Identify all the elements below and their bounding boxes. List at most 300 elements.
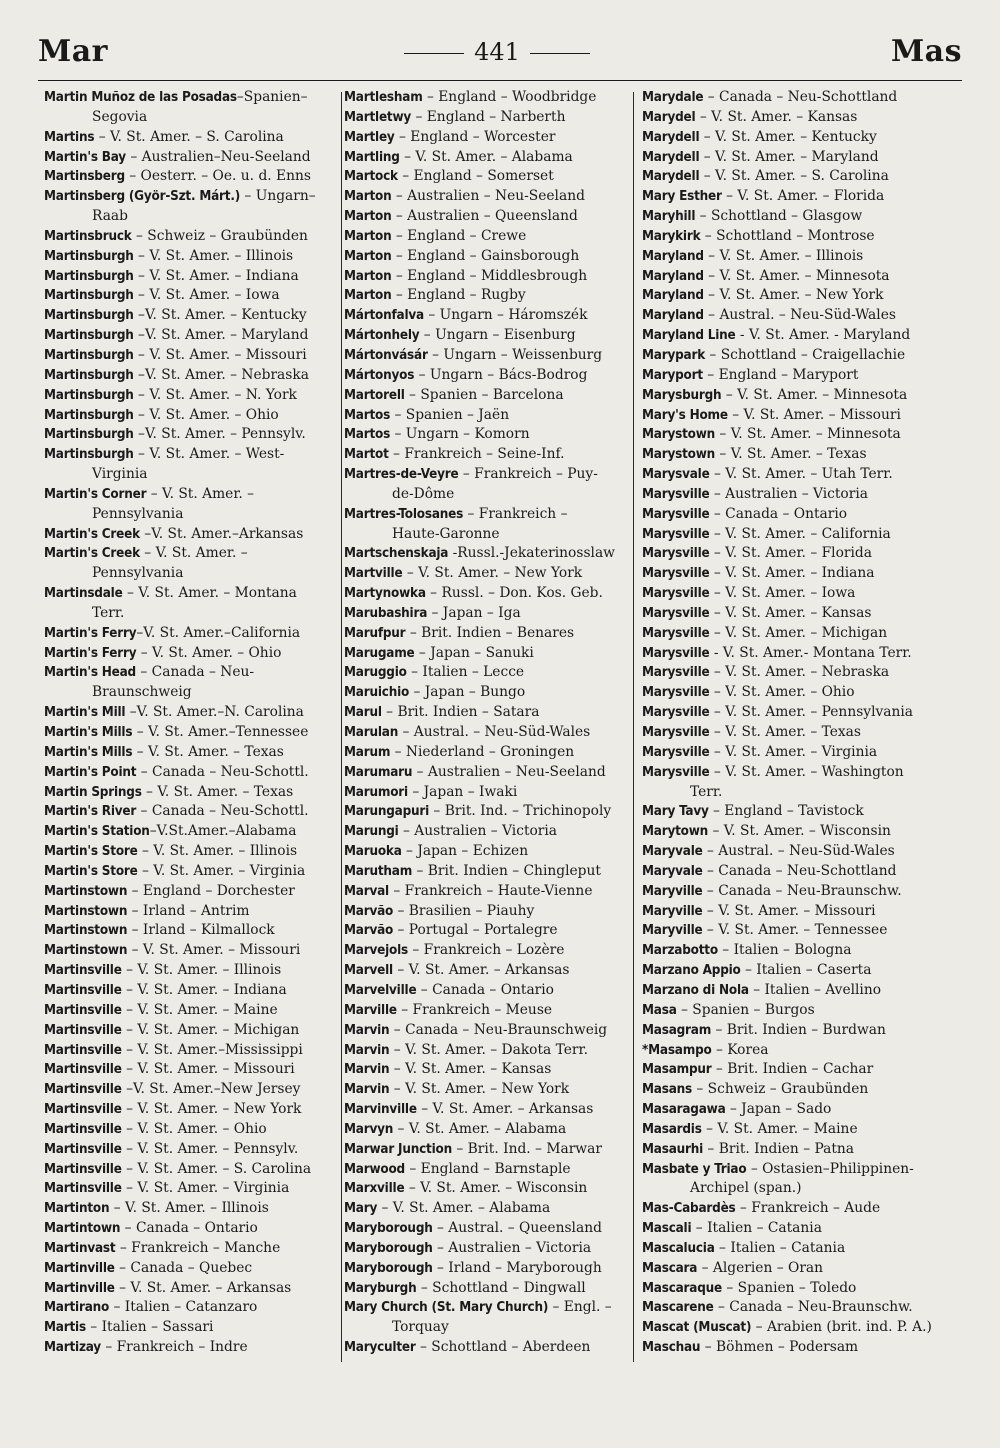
gazetteer-entry bbox=[44, 862, 336, 882]
entry-line bbox=[44, 882, 336, 902]
entry-location: – Portugal – Portalegre bbox=[393, 922, 558, 939]
entry-line bbox=[44, 1219, 336, 1239]
gazetteer-entry bbox=[44, 128, 336, 148]
entry-line bbox=[642, 584, 934, 604]
entry-line bbox=[642, 505, 934, 525]
entry-headword: Maryland bbox=[642, 268, 704, 284]
entry-location: – V. St. Amer. – Ohio bbox=[136, 644, 282, 661]
entry-headword: Marvin bbox=[344, 1042, 390, 1058]
gazetteer-entry bbox=[642, 1279, 934, 1299]
entry-location: – V. St. Amer. – Pennsylvania bbox=[709, 704, 914, 721]
entry-line bbox=[642, 525, 934, 545]
entry-headword: Marydell bbox=[642, 129, 700, 145]
entry-headword: Marysville bbox=[642, 526, 710, 542]
gazetteer-entry bbox=[642, 1041, 934, 1061]
entry-headword: Marydale bbox=[642, 90, 704, 105]
entry-headword: Martley bbox=[344, 129, 395, 145]
entry-line bbox=[344, 306, 636, 326]
entry-headword: Martin Muñoz de las Posadas bbox=[44, 90, 237, 105]
entry-location: – Italien – Catania bbox=[691, 1220, 822, 1237]
entry-line bbox=[44, 445, 336, 465]
gazetteer-entry bbox=[344, 406, 636, 426]
gazetteer-entry bbox=[44, 802, 336, 822]
entry-location: – Australien – Neu-Seeland bbox=[391, 188, 585, 205]
entry-line bbox=[344, 1001, 636, 1021]
entry-location: – Australien – Queensland bbox=[391, 208, 578, 225]
column-1 bbox=[44, 88, 336, 1358]
entry-headword: Martin's River bbox=[44, 804, 137, 820]
entry-headword: Martinsville bbox=[44, 1141, 122, 1157]
entry-location: – V. St. Amer. – Kansas bbox=[709, 604, 872, 621]
entry-location: – V. St. Amer. – Nebraska bbox=[709, 664, 890, 681]
entry-headword: Marysville bbox=[642, 506, 710, 522]
entry-location: – Frankreich – bbox=[463, 505, 568, 522]
entry-headword: Martintown bbox=[44, 1221, 121, 1237]
entry-location: – Frankreich – Puy- bbox=[458, 466, 598, 483]
entry-headword: Martinsville bbox=[44, 1102, 122, 1118]
entry-line bbox=[344, 604, 636, 624]
entry-headword: Maryville bbox=[642, 923, 703, 939]
entry-location: – England – Gainsborough bbox=[391, 247, 580, 264]
gazetteer-entry bbox=[642, 148, 934, 168]
entry-line bbox=[642, 207, 934, 227]
entry-headword: Marysville bbox=[642, 566, 710, 582]
entry-line bbox=[44, 247, 336, 267]
gazetteer-entry bbox=[44, 544, 336, 584]
entry-headword: Maryhill bbox=[642, 209, 696, 225]
entry-location: – Schweiz – Graubünden bbox=[131, 227, 308, 244]
gazetteer-entry bbox=[44, 485, 336, 525]
entry-line bbox=[44, 763, 336, 783]
entry-headword: Martinsburgh bbox=[44, 427, 134, 443]
entry-headword: Marungapuri bbox=[344, 804, 430, 820]
entry-line bbox=[642, 267, 934, 287]
entry-line bbox=[44, 703, 336, 723]
entry-location: – Schottland – Craigellachie bbox=[705, 346, 906, 363]
entry-headword: Masagram bbox=[642, 1022, 712, 1038]
gazetteer-entry bbox=[344, 604, 636, 624]
entry-line bbox=[344, 1199, 636, 1219]
entry-headword: Marysville bbox=[642, 546, 710, 562]
entry-location: - V. St. Amer. - Maryland bbox=[735, 327, 911, 344]
entry-line bbox=[44, 961, 336, 981]
gazetteer-entry bbox=[642, 1100, 934, 1120]
entry-line bbox=[344, 247, 636, 267]
entry-location: – V. St. Amer. – Arkansas bbox=[416, 1101, 594, 1118]
entry-line bbox=[44, 1080, 336, 1100]
entry-line bbox=[642, 148, 934, 168]
entry-line bbox=[44, 128, 336, 148]
entry-line bbox=[344, 267, 636, 287]
gazetteer-entry bbox=[44, 286, 336, 306]
gazetteer-entry bbox=[344, 902, 636, 922]
entry-line bbox=[642, 326, 934, 346]
gazetteer-entry bbox=[642, 286, 934, 306]
entry-location: – Frankreich – Seine-Inf. bbox=[388, 446, 565, 463]
entry-line bbox=[344, 386, 636, 406]
gazetteer-entry bbox=[642, 128, 934, 148]
entry-location: – England – Rugby bbox=[391, 287, 526, 304]
gazetteer-entry bbox=[642, 227, 934, 247]
entry-headword: Mary Esther bbox=[642, 189, 722, 205]
gazetteer-entry bbox=[344, 1080, 636, 1100]
entry-headword: Martin's Creek bbox=[44, 526, 140, 542]
entry-headword: Marysville bbox=[642, 605, 710, 621]
entry-line bbox=[344, 187, 636, 207]
entry-headword: Maryborough bbox=[344, 1240, 433, 1256]
entry-headword: Martin's Store bbox=[44, 863, 138, 879]
entry-line bbox=[642, 1001, 934, 1021]
header-rule bbox=[38, 80, 962, 81]
entry-location: – England – Crewe bbox=[391, 227, 527, 244]
gazetteer-entry bbox=[44, 88, 336, 128]
entry-line bbox=[642, 902, 934, 922]
entry-location: – V. St. Amer. – S. Carolina bbox=[121, 1160, 312, 1177]
entry-line bbox=[344, 207, 636, 227]
gazetteer-entry bbox=[44, 584, 336, 624]
entry-location: – V. St. Amer. – Minnesota bbox=[715, 426, 901, 443]
entry-line bbox=[642, 128, 934, 148]
entry-location: – Brit. Indien – Satara bbox=[381, 704, 540, 721]
entry-location: – V. St. Amer. – Minnesota bbox=[703, 267, 890, 284]
gazetteer-entry bbox=[642, 544, 934, 564]
gazetteer-entry bbox=[642, 187, 934, 207]
entry-headword: Marydell bbox=[642, 169, 700, 185]
entry-line bbox=[44, 1318, 336, 1338]
gazetteer-entry bbox=[344, 207, 636, 227]
entry-location: – Canada – Ontario bbox=[416, 981, 554, 998]
entry-line bbox=[344, 148, 636, 168]
entry-headword: Martinstown bbox=[44, 943, 128, 959]
entry-location: – Italien – Catanzaro bbox=[109, 1299, 258, 1316]
entry-location: – Canada – Neu-Schottland bbox=[703, 89, 898, 105]
entry-headword: Maryland Line bbox=[642, 328, 736, 344]
entry-headword: *Masampo bbox=[642, 1042, 712, 1058]
gazetteer-entry bbox=[642, 425, 934, 445]
entry-location: – V. St. Amer. – Virginia bbox=[137, 862, 306, 879]
entry-headword: Marzano di Nola bbox=[642, 982, 749, 998]
gazetteer-entry bbox=[642, 88, 934, 108]
entry-line bbox=[44, 644, 336, 664]
gazetteer-entry bbox=[642, 862, 934, 882]
entry-location: –V. St. Amer.–N. Carolina bbox=[125, 704, 304, 721]
entry-headword: Martinstown bbox=[44, 883, 128, 899]
entry-location: – V. St. Amer. – Missouri bbox=[702, 902, 876, 919]
entry-location: – V. St. Amer. – New York bbox=[402, 565, 583, 582]
gazetteer-entry bbox=[44, 1279, 336, 1299]
entry-line bbox=[344, 1021, 636, 1041]
entry-headword: Martinsberg (Györ-Szt. Márt.) bbox=[44, 189, 241, 205]
entry-line bbox=[344, 723, 636, 743]
gazetteer-entry bbox=[344, 644, 636, 664]
entry-headword: Marton bbox=[344, 288, 392, 304]
gazetteer-entry bbox=[44, 148, 336, 168]
entry-headword: Martin's Store bbox=[44, 844, 138, 860]
entry-line bbox=[642, 862, 934, 882]
gazetteer-entry bbox=[44, 306, 336, 326]
gazetteer-entry bbox=[344, 1140, 636, 1160]
gazetteer-entry bbox=[344, 167, 636, 187]
entry-line bbox=[44, 525, 336, 545]
entry-location: – V. St. Amer. – Michigan bbox=[709, 624, 888, 641]
gazetteer-entry bbox=[344, 227, 636, 247]
entry-line bbox=[344, 763, 636, 783]
entry-line bbox=[642, 564, 934, 584]
entry-location: – Canada – Neu- bbox=[136, 664, 255, 681]
entry-headword: Mártonfalva bbox=[344, 308, 424, 324]
page-number: 441 bbox=[474, 38, 520, 66]
entry-location: – England – Worcester bbox=[394, 128, 556, 145]
entry-location: – V. St. Amer. – Kansas bbox=[695, 108, 858, 125]
entry-line bbox=[642, 346, 934, 366]
gazetteer-entry bbox=[344, 1041, 636, 1061]
entry-headword: Martinsburgh bbox=[44, 447, 134, 463]
entry-headword: Maryborough bbox=[344, 1260, 433, 1276]
entry-headword: Marysville bbox=[642, 586, 710, 602]
entry-location: – Canada – Quebec bbox=[114, 1259, 253, 1276]
entry-line bbox=[642, 961, 934, 981]
entry-headword: Mártonvásár bbox=[344, 347, 428, 363]
entry-line bbox=[642, 822, 934, 842]
entry-headword: Maryvale bbox=[642, 844, 703, 860]
entry-line bbox=[642, 306, 934, 326]
entry-headword: Marvyn bbox=[344, 1121, 394, 1137]
gazetteer-entry bbox=[344, 326, 636, 346]
gazetteer-entry bbox=[344, 128, 636, 148]
gazetteer-entry bbox=[44, 1160, 336, 1180]
entry-location: – Irland – Maryborough bbox=[432, 1259, 602, 1276]
gazetteer-entry bbox=[44, 644, 336, 664]
gazetteer-entry bbox=[344, 663, 636, 683]
gazetteer-entry bbox=[344, 247, 636, 267]
page-header bbox=[32, 30, 962, 80]
entry-location: – V. St. Amer. – California bbox=[709, 525, 891, 542]
entry-line bbox=[44, 187, 336, 207]
entry-location: – V. St. Amer. – Michigan bbox=[121, 1021, 300, 1038]
entry-headword: Maryvale bbox=[642, 863, 703, 879]
entry-location: – Australien – Victoria bbox=[398, 823, 558, 840]
entry-headword: Martirano bbox=[44, 1300, 110, 1316]
entry-headword: Martinville bbox=[44, 1280, 115, 1296]
entry-headword: Martinstown bbox=[44, 923, 128, 939]
entry-line bbox=[44, 346, 336, 366]
entry-line bbox=[344, 564, 636, 584]
entry-location: – Canada – Neu-Schottland bbox=[702, 862, 897, 879]
entry-location: – Australien – Neu-Seeland bbox=[412, 763, 606, 780]
entry-headword: Marville bbox=[344, 1002, 397, 1018]
gazetteer-entry bbox=[44, 1100, 336, 1120]
gazetteer-entry bbox=[642, 584, 934, 604]
entry-location: – Brit. Indien – Burdwan bbox=[711, 1021, 886, 1038]
entry-line bbox=[642, 465, 934, 485]
entry-location: – Austral. – Neu-Süd-Wales bbox=[703, 307, 896, 324]
entry-headword: Martinsville bbox=[44, 963, 122, 979]
gazetteer-entry bbox=[344, 1199, 636, 1219]
gazetteer-entry bbox=[344, 88, 636, 108]
entry-headword: Martinsville bbox=[44, 1121, 122, 1137]
entry-line bbox=[44, 88, 336, 108]
entry-location: – Japan – Iga bbox=[427, 604, 521, 621]
entry-location: – Italien – Sassari bbox=[85, 1319, 214, 1336]
entry-headword: Masardis bbox=[642, 1121, 702, 1137]
entry-location: – V. St. Amer. – Maine bbox=[701, 1120, 858, 1137]
gazetteer-entry bbox=[642, 465, 934, 485]
entry-location: – England – Middlesbrough bbox=[391, 267, 588, 284]
entry-line bbox=[44, 802, 336, 822]
entry-line bbox=[642, 88, 934, 108]
entry-line bbox=[344, 346, 636, 366]
entry-location: – V. St. Amer. – Texas bbox=[141, 783, 294, 800]
entry-headword: Maruoka bbox=[344, 844, 402, 860]
entry-headword: Marystown bbox=[642, 427, 716, 443]
entry-headword: Martos bbox=[344, 407, 391, 423]
entry-continuation: Braunschweig bbox=[92, 684, 192, 701]
entry-location: – Ungarn – Bács-Bodrog bbox=[414, 366, 588, 383]
entry-line bbox=[642, 227, 934, 247]
entry-continuation: Raab bbox=[92, 208, 128, 225]
entry-continuation: Segovia bbox=[92, 108, 148, 125]
entry-headword: Marypark bbox=[642, 347, 706, 363]
gazetteer-entry bbox=[44, 921, 336, 941]
entry-line bbox=[642, 544, 934, 564]
entry-location: – Arabien (brit. ind. P. A.) bbox=[751, 1319, 932, 1336]
entry-headword: Maryborough bbox=[344, 1221, 433, 1237]
entry-headword: Martinsberg bbox=[44, 169, 125, 185]
running-head-left: Mar bbox=[38, 34, 108, 69]
gazetteer-entry bbox=[344, 267, 636, 287]
entry-line bbox=[44, 902, 336, 922]
gazetteer-entry bbox=[44, 366, 336, 386]
gazetteer-entry bbox=[642, 445, 934, 465]
entry-headword: Masaurhi bbox=[642, 1141, 704, 1157]
entry-line bbox=[642, 763, 934, 783]
gazetteer-entry bbox=[44, 326, 336, 346]
entry-line bbox=[642, 842, 934, 862]
gazetteer-entry bbox=[344, 148, 636, 168]
entry-line bbox=[344, 128, 636, 148]
entry-location: – Frankreich – Aude bbox=[735, 1200, 881, 1217]
entry-line bbox=[344, 406, 636, 426]
entry-line bbox=[44, 624, 336, 644]
header-dash-right bbox=[530, 53, 590, 54]
entry-line bbox=[44, 227, 336, 247]
entry-location: – V. St. Amer. – Illinois bbox=[703, 247, 864, 264]
entry-location: – V. St. Amer. – Dakota Terr. bbox=[389, 1041, 588, 1058]
gazetteer-entry bbox=[642, 108, 934, 128]
entry-line bbox=[44, 1338, 336, 1358]
entry-line bbox=[344, 366, 636, 386]
gazetteer-entry bbox=[642, 505, 934, 525]
gazetteer-entry bbox=[642, 525, 934, 545]
entry-line bbox=[344, 544, 636, 564]
entry-location: – V. St. Amer. – Arkansas bbox=[392, 962, 570, 979]
entry-headword: Marton bbox=[344, 189, 392, 205]
entry-line bbox=[44, 663, 336, 683]
entry-location: – Ungarn – Eisenburg bbox=[419, 327, 576, 344]
entry-location: – V. St. Amer. – Alabama bbox=[377, 1200, 551, 1217]
gazetteer-entry bbox=[44, 406, 336, 426]
entry-headword: Marvell bbox=[344, 963, 393, 979]
running-head-right: Mas bbox=[890, 34, 962, 69]
entry-headword: Martinsville bbox=[44, 1161, 122, 1177]
entry-line bbox=[344, 1160, 636, 1180]
gazetteer-entry bbox=[44, 1259, 336, 1279]
entry-line bbox=[44, 1179, 336, 1199]
entry-headword: Martin's Mills bbox=[44, 725, 133, 740]
entry-headword: Marzano Appio bbox=[642, 963, 741, 979]
entry-location: – Schottland – Montrose bbox=[700, 227, 875, 244]
entry-line bbox=[344, 882, 636, 902]
entry-location: – Italien – Caserta bbox=[740, 962, 872, 979]
entry-line bbox=[44, 743, 336, 763]
entry-location: – V. St. Amer. – Wisconsin bbox=[404, 1180, 588, 1197]
entry-headword: Maschau bbox=[642, 1340, 701, 1356]
entry-location: – Schweiz – Graubünden bbox=[691, 1081, 869, 1098]
gazetteer-entry bbox=[44, 783, 336, 803]
gazetteer-entry bbox=[642, 1140, 934, 1160]
entry-location: – V. St. Amer. – N. York bbox=[133, 386, 297, 403]
entry-headword: Maryburgh bbox=[344, 1280, 417, 1296]
gazetteer-entry bbox=[44, 1318, 336, 1338]
gazetteer-entry bbox=[44, 1298, 336, 1318]
entry-headword: Marydell bbox=[642, 149, 700, 165]
entry-line bbox=[344, 1179, 636, 1199]
gazetteer-entry bbox=[642, 981, 934, 1001]
entry-location: – Brasilien – Piauhy bbox=[393, 902, 535, 919]
entry-location: – V. St. Amer. – Indiana bbox=[121, 981, 287, 998]
entry-location: – V. St. Amer.–Tennessee bbox=[132, 724, 309, 740]
entry-headword: Martschenskaja bbox=[344, 546, 449, 562]
entry-location: – Austral. – Neu-Süd-Wales bbox=[702, 843, 895, 860]
entry-headword: Maryport bbox=[642, 367, 703, 383]
gazetteer-entry bbox=[44, 167, 336, 187]
entry-line bbox=[44, 783, 336, 803]
entry-location: – Japan – Bungo bbox=[409, 684, 526, 701]
gazetteer-entry bbox=[44, 445, 336, 485]
gazetteer-entry bbox=[642, 1080, 934, 1100]
entry-location: – V. St. Amer. – Illinois bbox=[109, 1200, 269, 1217]
entry-headword: Martinsbruck bbox=[44, 228, 132, 244]
gazetteer-entry bbox=[44, 227, 336, 247]
entry-line bbox=[44, 485, 336, 505]
entry-line bbox=[642, 743, 934, 763]
entry-headword: Mascat (Muscat) bbox=[642, 1320, 752, 1336]
entry-headword: Martinsville bbox=[44, 982, 122, 998]
gazetteer-entry bbox=[344, 743, 636, 763]
gazetteer-entry bbox=[344, 187, 636, 207]
entry-location: – V. St. Amer. – Ohio bbox=[709, 684, 855, 701]
entry-location: – Schottland – Dingwall bbox=[416, 1279, 586, 1296]
gazetteer-entry bbox=[642, 842, 934, 862]
entry-headword: Martot bbox=[344, 447, 389, 463]
entry-line bbox=[642, 167, 934, 187]
entry-headword: Marugame bbox=[344, 645, 415, 661]
entry-location: – Frankreich – Indre bbox=[100, 1339, 248, 1356]
gazetteer-columns bbox=[44, 88, 939, 1378]
entry-headword: Marysville bbox=[642, 645, 710, 661]
entry-line bbox=[44, 267, 336, 287]
entry-line bbox=[44, 1021, 336, 1041]
gazetteer-entry bbox=[642, 1338, 934, 1358]
entry-location: - V. St. Amer.- Montana Terr. bbox=[709, 644, 912, 661]
entry-location: – Brit. Indien – Benares bbox=[405, 624, 575, 641]
entry-headword: Martville bbox=[344, 566, 403, 582]
gazetteer-entry bbox=[642, 941, 934, 961]
entry-headword: Martos bbox=[344, 427, 391, 443]
gazetteer-entry bbox=[344, 783, 636, 803]
entry-line bbox=[344, 683, 636, 703]
entry-location: – Australien – Victoria bbox=[709, 485, 868, 502]
